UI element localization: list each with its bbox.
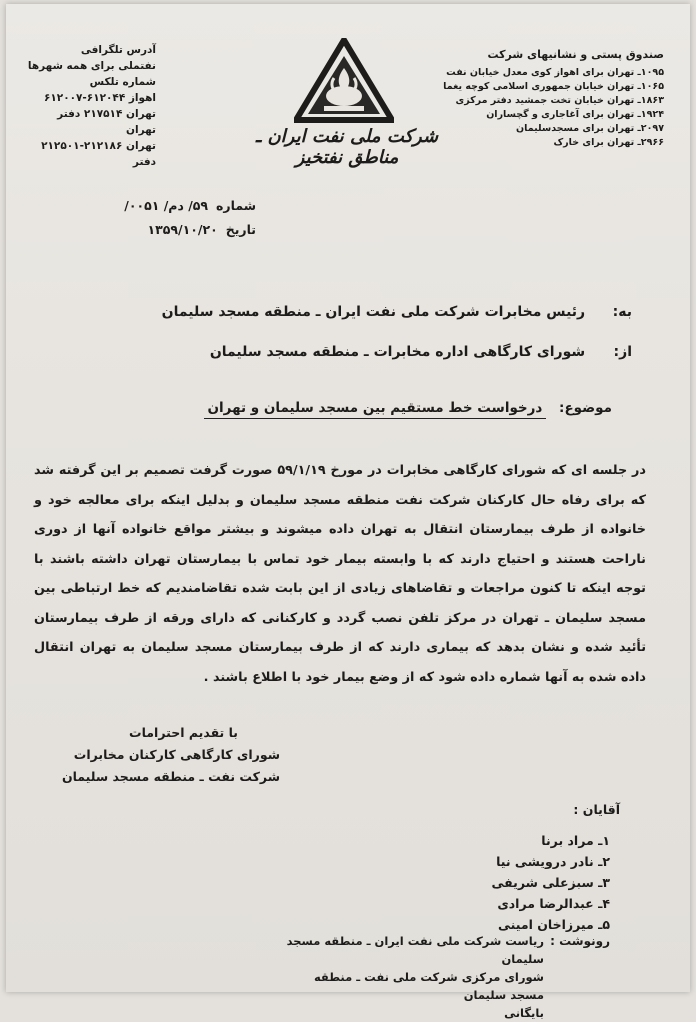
po-box-line: ۲۹۶۶ـ تهران برای خارک (553, 137, 664, 148)
cc-label: رونوشت : (550, 934, 610, 948)
cc-item: ریاست شرکت ملی نفت ایران ـ منطقه مسجد سلیمان (286, 934, 544, 966)
recipient-item: ۳ـ سبزعلی شریفی (491, 875, 610, 890)
telex-line: شماره تلکس (89, 76, 156, 88)
to-value: رئیس مخابرات شرکت ملی نفت ایران ـ منطقه مسجد سلیمان (161, 304, 586, 320)
number-label: شماره (216, 198, 256, 213)
from-value: شورای کارگاهی اداره مخابرات ـ منطقه مسجد سلیمان (209, 344, 586, 360)
telegraph-address-block (26, 42, 156, 170)
po-box-title: صندوق پستی و نشانیهای شرکت (487, 48, 664, 61)
recipient-item: ۴ـ عبدالرضا مرادی (497, 896, 610, 911)
cc-list (284, 932, 544, 1022)
subject-label: موضوع: (559, 400, 612, 416)
date-value: ۱۳۵۹/۱۰/۲۰ (147, 222, 218, 237)
from-line (152, 344, 632, 360)
po-box-block (443, 48, 664, 150)
po-box-line: ۲۰۹۷ـ تهران برای مسجدسلیمان (516, 123, 664, 134)
number-date-block (56, 194, 256, 242)
phone-line: تهران ۲۱۲۱۸۶-۲۱۲۵۰۱ دفتر (41, 140, 156, 168)
po-box-line: ۱۰۹۵ـ تهران برای اهواز کوی معدل خیابان نفت (446, 67, 664, 78)
cc-item: شورای مرکزی شرکت ملی نفت ـ منطقه مسجد سلیمان (313, 970, 544, 1002)
company-name: شرکت ملی نفت ایران ـ مناطق نفتخیز (255, 126, 439, 168)
date-label: تاریخ (225, 222, 256, 237)
subject-line (112, 400, 612, 416)
po-box-line: ۱۰۶۵ـ تهران خیابان جمهوری اسلامی کوچه یغما (443, 81, 664, 92)
closing-line: با تقدیم احترامات (129, 725, 238, 740)
recipients-list (390, 830, 610, 935)
recipient-item: ۱ـ مراد برنا (541, 833, 610, 848)
phone-line: اهواز ۶۱۲۰۴۴-۶۱۲۰۰۷ (43, 92, 156, 104)
to-label: به: (612, 304, 632, 320)
po-box-line: ۱۸۶۳ـ تهران خیابان تخت جمشید دفتر مرکزی (455, 95, 664, 106)
signer-line: شرکت نفت ـ منطقه مسجد سلیمان (61, 769, 280, 784)
to-line (152, 304, 632, 320)
recipients-label: آقایان : (573, 802, 620, 817)
phone-line: تهران ۲۱۷۵۱۴ دفتر تهران (57, 108, 156, 136)
nioc-logo-icon (294, 38, 394, 124)
subject-value: درخواست خط مستقیم بین مسجد سلیمان و تهران (204, 400, 547, 419)
recipient-item: ۵ـ میرزاخان امینی (498, 917, 610, 932)
from-label: از: (613, 344, 632, 360)
po-box-line: ۱۹۲۴ـ تهران برای آغاجاری و گچساران (486, 109, 664, 120)
telegraph-title: آدرس تلگرافی (80, 44, 156, 56)
letter-paper (6, 4, 690, 1020)
telegraph-line: نفتملی برای همه شهرها (27, 60, 156, 72)
letter-body: در جلسه ای که شورای کارگاهی مخابرات در مورخ ۵۹/۱/۱۹ صورت گرفت تصمیم بر این گرفته شد که برای رفاه حال کارکنان شرکت نفت منطقه مسجد سلیمان و بدلیل اینکه برای معالجه خود و خانواده از طرف بیمارستان انتقال به تهران داده میشوند و بیشتر مواقع خانواده آنها از دوری ناراحت هستند و احتیاج دارند که با وابسته بیمار خود تماس با بیمارستان تهران داشته باشند با توجه اینکه تا کنون مراجعات و تقاضاهای زیادی از این بابت شده تقاضامندیم که خط ارتباطی بین مسجد سلیمان ـ تهران در مرکز تلفن نصب گردد و کارکنانی که دارای ورقه از طرف بیمارستان تأئید شده و نشان بدهد که بیماری دارند که از طرف بیمارستان مسجد سلیمان به تهران انتقال داده شده به آنها شماره داده شود که از وضع بیمار خود با اطلاع باشند . (34, 463, 646, 685)
cc-item: بایگانی (504, 1006, 544, 1020)
signature-block (50, 722, 280, 788)
recipient-item: ۲ـ نادر درویشی نیا (496, 854, 610, 869)
signer-line: شورای کارگاهی کارکنان مخابرات (73, 747, 280, 762)
number-value: ۵۹/ دم/ ۰۰۵۱/ (124, 198, 209, 213)
